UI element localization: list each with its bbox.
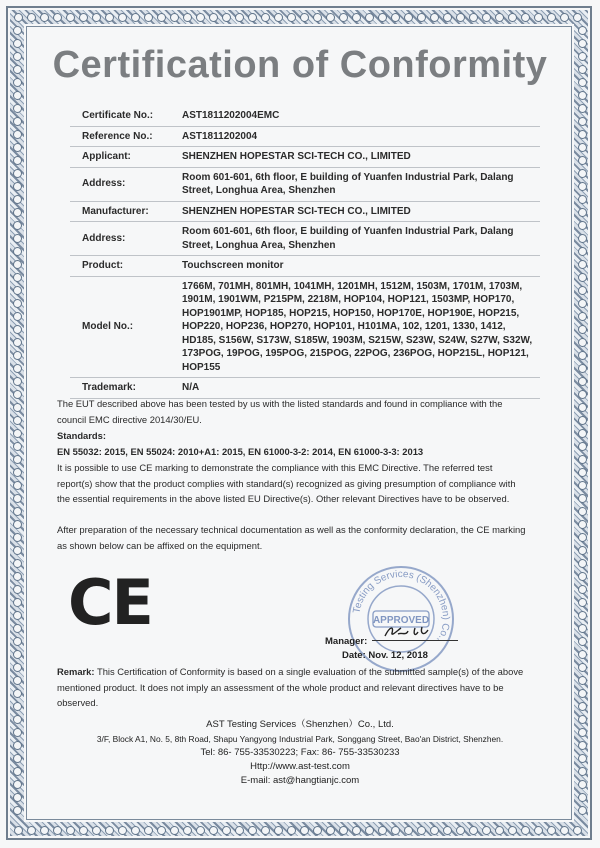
border-ring — [578, 403, 587, 412]
remark-text: This Certification of Conformity is based on a single evaluation of the submitted sample(s) of the above mentioned product. It does not imply an assessment of the whole product and relevant directives have to be observed. — [57, 666, 524, 708]
border-ring — [13, 507, 22, 516]
border-ring — [13, 325, 22, 334]
border-ring — [578, 273, 587, 282]
border-ring — [417, 826, 426, 835]
field-label: Applicant: — [70, 147, 178, 168]
field-value: Room 601-601, 6th floor, E building of Yuanfen Industrial Park, Dalang Street, Longhua Area, Shenzhen — [178, 222, 540, 256]
field-label: Manufacturer: — [70, 201, 178, 222]
border-ring — [578, 793, 587, 802]
border-ring — [261, 13, 270, 22]
border-ring — [13, 195, 22, 204]
border-ring — [13, 468, 22, 477]
border-ring — [13, 624, 22, 633]
border-ring — [578, 156, 587, 165]
border-ring — [578, 234, 587, 243]
border-ring — [456, 826, 465, 835]
border-ring — [13, 338, 22, 347]
border-ring — [13, 585, 22, 594]
border-ring — [92, 826, 101, 835]
border-ring — [578, 442, 587, 451]
field-label: Reference No.: — [70, 126, 178, 147]
border-ring — [578, 572, 587, 581]
border-ring — [13, 104, 22, 113]
border-ring — [469, 13, 478, 22]
border-ring — [144, 13, 153, 22]
border-ring — [300, 13, 309, 22]
border-ring — [13, 286, 22, 295]
border-ring — [13, 494, 22, 503]
info-row-model — [70, 276, 540, 378]
field-label: Address: — [70, 167, 178, 201]
footer-address: 3/F, Block A1, No. 5, 8th Road, Shapu Yangyong Industrial Park, Songgang Street, Bao'an District, Shenzhen. — [96, 734, 504, 744]
border-ring — [13, 299, 22, 308]
border-ring — [14, 826, 23, 835]
border-ring — [339, 826, 348, 835]
border-ring — [53, 13, 62, 22]
border-ring — [578, 377, 587, 386]
border-ring — [13, 390, 22, 399]
border-ring — [183, 13, 192, 22]
border-ring — [578, 104, 587, 113]
border-ring — [578, 390, 587, 399]
field-label: Address: — [70, 222, 178, 256]
border-ring — [157, 13, 166, 22]
ce-statement: It is possible to use CE marking to demonstrate the compliance with this EMC Directive. The referred test report(s) show that the product complies with standard(s) recognized as giving presumption of compliance with the essential requirements in the above listed EU Directive(s). Other relevant Directives have to be observed. — [57, 462, 516, 504]
border-ring — [578, 507, 587, 516]
border-ring — [578, 520, 587, 529]
border-ring — [547, 826, 556, 835]
info-row-manufacturer — [70, 201, 540, 222]
border-ring — [547, 13, 556, 22]
border-ring — [521, 13, 530, 22]
border-ring — [417, 13, 426, 22]
border-ring — [13, 208, 22, 217]
border-ring — [209, 13, 218, 22]
border-ring — [209, 826, 218, 835]
border-ring — [40, 826, 49, 835]
border-ring — [287, 13, 296, 22]
border-ring — [508, 826, 517, 835]
field-label: Model No.: — [70, 276, 178, 378]
border-ring — [443, 13, 452, 22]
border-ring — [13, 91, 22, 100]
border-ring — [13, 182, 22, 191]
border-ring — [578, 325, 587, 334]
border-ring — [13, 572, 22, 581]
date-value: Nov. 12, 2018 — [368, 650, 428, 661]
border-ring — [573, 13, 582, 22]
footer-phone: Tel: 86- 755-33530223; Fax: 86- 755-33530233 — [200, 747, 400, 758]
border-ring — [573, 826, 582, 835]
border-ring — [13, 312, 22, 321]
border-ring — [560, 13, 569, 22]
border-ring — [13, 663, 22, 672]
field-value: AST1811202004EMC — [178, 106, 540, 126]
border-ring — [274, 826, 283, 835]
manager-label: Manager: — [325, 636, 368, 647]
border-ring — [183, 826, 192, 835]
border-ring — [13, 130, 22, 139]
border-ring — [13, 442, 22, 451]
affix-statement: After preparation of the necessary technical documentation as well as the conformity declaration, the CE marking as shown below can be affixed on the equipment. — [57, 524, 526, 551]
border-ring — [170, 826, 179, 835]
border-ring — [222, 13, 231, 22]
border-ring — [13, 598, 22, 607]
border-ring — [13, 650, 22, 659]
border-ring — [578, 689, 587, 698]
standards-label: Standards: — [57, 430, 106, 441]
stamp-center-text: APPROVED — [372, 615, 430, 626]
border-ring — [578, 702, 587, 711]
border-ring — [13, 403, 22, 412]
border-ring — [27, 13, 36, 22]
border-ring — [13, 169, 22, 178]
info-row-trademark — [70, 378, 540, 399]
border-ring — [66, 826, 75, 835]
field-value: 1766M, 701MH, 801MH, 1041MH, 1201MH, 1512M, 1503M, 1701M, 1703M, 1901M, 1901WM, P215PM, 2218M, HOP104, HOP121, 1503MP, HOP170, HOP1901MP, HOP185, HOP215, HOP150, HOP170E, HOP190E, HOP215, HOP220, HOP236, HOP270, HOP101, H101MA, 102, 1201, 1330, 1412, HD185, S156W, S173W, S185W, 1903M, S215W, S23W, S24W, S27W, S32W, 173POG, 19POG, 195POG, 215POG, 22POG, 236POG, HOP215L, HOP121, HOP155 — [178, 276, 540, 378]
border-ring — [274, 13, 283, 22]
border-ring — [13, 416, 22, 425]
border-ring — [578, 546, 587, 555]
border-ring — [578, 26, 587, 35]
border-ring — [378, 13, 387, 22]
border-ring — [13, 273, 22, 282]
border-ring — [13, 689, 22, 698]
border-ring — [578, 481, 587, 490]
border-ring — [391, 826, 400, 835]
border-ring — [13, 637, 22, 646]
info-row-manufacturer-address — [70, 222, 540, 256]
border-ring — [13, 429, 22, 438]
border-ring — [196, 826, 205, 835]
border-ring — [578, 247, 587, 256]
border-ring — [13, 533, 22, 542]
border-ring — [13, 117, 22, 126]
border-ring — [13, 611, 22, 620]
manager-signature-row — [325, 628, 458, 647]
border-ring — [365, 826, 374, 835]
border-ring — [13, 26, 22, 35]
border-ring — [578, 598, 587, 607]
info-row-certificate — [70, 106, 540, 126]
border-ring — [235, 13, 244, 22]
border-ring — [578, 611, 587, 620]
field-value: AST1811202004 — [178, 126, 540, 147]
field-value: Room 601-601, 6th floor, E building of Yuanfen Industrial Park, Dalang Street, Longhua Area, Shenzhen — [178, 167, 540, 201]
border-ring — [131, 13, 140, 22]
border-ring — [40, 13, 49, 22]
border-ring — [79, 13, 88, 22]
border-ring — [578, 416, 587, 425]
field-label: Product: — [70, 256, 178, 277]
border-ring — [578, 676, 587, 685]
footer-company: AST Testing Services（Shenzhen）Co., Ltd. — [206, 719, 394, 730]
border-ring — [391, 13, 400, 22]
border-ring — [578, 429, 587, 438]
date-row — [342, 650, 428, 661]
border-ring — [14, 13, 23, 22]
border-ring — [13, 247, 22, 256]
border-ring — [578, 559, 587, 568]
border-ring — [404, 13, 413, 22]
border-ring — [578, 806, 587, 815]
remark-label: Remark: — [57, 666, 95, 677]
field-label: Certificate No.: — [70, 106, 178, 126]
eut-statement: The EUT described above has been tested by us with the listed standards and found in compliance with the council EMC directive 2014/30/EU. — [57, 398, 503, 425]
border-ring — [13, 546, 22, 555]
border-ring — [578, 117, 587, 126]
border-ring — [456, 13, 465, 22]
border-ring — [66, 13, 75, 22]
border-ring — [13, 455, 22, 464]
border-ring — [13, 351, 22, 360]
border-ring — [248, 13, 257, 22]
border-ring — [521, 826, 530, 835]
border-ring — [53, 826, 62, 835]
border-ring — [469, 826, 478, 835]
border-ring — [13, 260, 22, 269]
border-ring — [578, 169, 587, 178]
border-ring — [578, 143, 587, 152]
info-row-product — [70, 256, 540, 277]
border-ring — [578, 455, 587, 464]
border-ring — [578, 312, 587, 321]
border-ring — [508, 13, 517, 22]
border-ring — [13, 481, 22, 490]
border-ring — [13, 676, 22, 685]
border-ring — [196, 13, 205, 22]
border-ring — [13, 806, 22, 815]
border-ring — [118, 826, 127, 835]
border-ring — [578, 533, 587, 542]
border-ring — [105, 13, 114, 22]
border-ring — [144, 826, 153, 835]
standards-list: EN 55032: 2015, EN 55024: 2010+A1: 2015, EN 61000-3-2: 2014, EN 61000-3-3: 2013 — [57, 446, 424, 457]
field-value: Touchscreen monitor — [178, 256, 540, 277]
border-ring — [495, 13, 504, 22]
border-ring — [248, 826, 257, 835]
border-ring — [13, 702, 22, 711]
border-ring — [365, 13, 374, 22]
border-ring — [170, 13, 179, 22]
footer — [0, 718, 600, 788]
border-ring — [404, 826, 413, 835]
info-row-applicant — [70, 147, 540, 168]
info-row-reference — [70, 126, 540, 147]
border-ring — [313, 826, 322, 835]
field-value: SHENZHEN HOPESTAR SCI-TECH CO., LIMITED — [178, 147, 540, 168]
border-ring — [495, 826, 504, 835]
border-ring — [578, 130, 587, 139]
border-ring — [13, 793, 22, 802]
border-ring — [13, 520, 22, 529]
certificate-info-table — [70, 106, 540, 399]
border-ring — [578, 663, 587, 672]
border-ring — [560, 826, 569, 835]
footer-web: Http://www.ast-test.com — [250, 761, 350, 772]
border-ring — [578, 468, 587, 477]
border-ring — [339, 13, 348, 22]
border-ring — [13, 377, 22, 386]
border-ring — [578, 182, 587, 191]
border-ring — [79, 826, 88, 835]
field-value: N/A — [178, 378, 540, 399]
info-row-applicant-address — [70, 167, 540, 201]
border-ring — [13, 143, 22, 152]
border-ring — [578, 637, 587, 646]
border-ring — [578, 650, 587, 659]
date-label: Date: — [342, 650, 366, 661]
border-ring — [534, 826, 543, 835]
border-ring — [378, 826, 387, 835]
document-title: Certification of Conformity — [52, 44, 548, 86]
border-ring — [313, 13, 322, 22]
border-ring — [578, 351, 587, 360]
border-ring — [92, 13, 101, 22]
border-ring — [261, 826, 270, 835]
border-ring — [118, 13, 127, 22]
border-ring — [578, 585, 587, 594]
border-ring — [578, 364, 587, 373]
border-ring — [13, 364, 22, 373]
border-ring — [13, 559, 22, 568]
footer-email: E-mail: ast@hangtianjc.com — [240, 775, 360, 786]
border-ring — [578, 208, 587, 217]
border-ring — [578, 624, 587, 633]
border-ring — [27, 826, 36, 835]
handwritten-signature — [382, 624, 442, 640]
border-ring — [157, 826, 166, 835]
border-ring — [326, 13, 335, 22]
border-ring — [287, 826, 296, 835]
border-ring — [578, 338, 587, 347]
border-ring — [13, 221, 22, 230]
border-ring — [131, 826, 140, 835]
border-ring — [430, 826, 439, 835]
signature-line — [372, 628, 458, 641]
border-ring — [326, 826, 335, 835]
border-ring — [222, 826, 231, 835]
border-ring — [482, 13, 491, 22]
border-ring — [578, 195, 587, 204]
ce-mark: CE — [68, 566, 152, 639]
stamp-ring-text: Testing Services (Shenzhen) Co., — [351, 568, 452, 644]
border-ring — [482, 826, 491, 835]
border-ring — [443, 826, 452, 835]
border-ring — [300, 826, 309, 835]
field-value: SHENZHEN HOPESTAR SCI-TECH CO., LIMITED — [178, 201, 540, 222]
border-ring — [430, 13, 439, 22]
border-ring — [578, 221, 587, 230]
border-ring — [578, 299, 587, 308]
border-ring — [13, 156, 22, 165]
border-ring — [105, 826, 114, 835]
border-ring — [352, 13, 361, 22]
remark — [57, 664, 527, 711]
border-ring — [578, 91, 587, 100]
border-ring — [534, 13, 543, 22]
border-ring — [13, 234, 22, 243]
border-ring — [352, 826, 361, 835]
border-ring — [578, 286, 587, 295]
field-label: Trademark: — [70, 378, 178, 399]
border-ring — [578, 260, 587, 269]
border-ring — [235, 826, 244, 835]
border-ring — [578, 494, 587, 503]
